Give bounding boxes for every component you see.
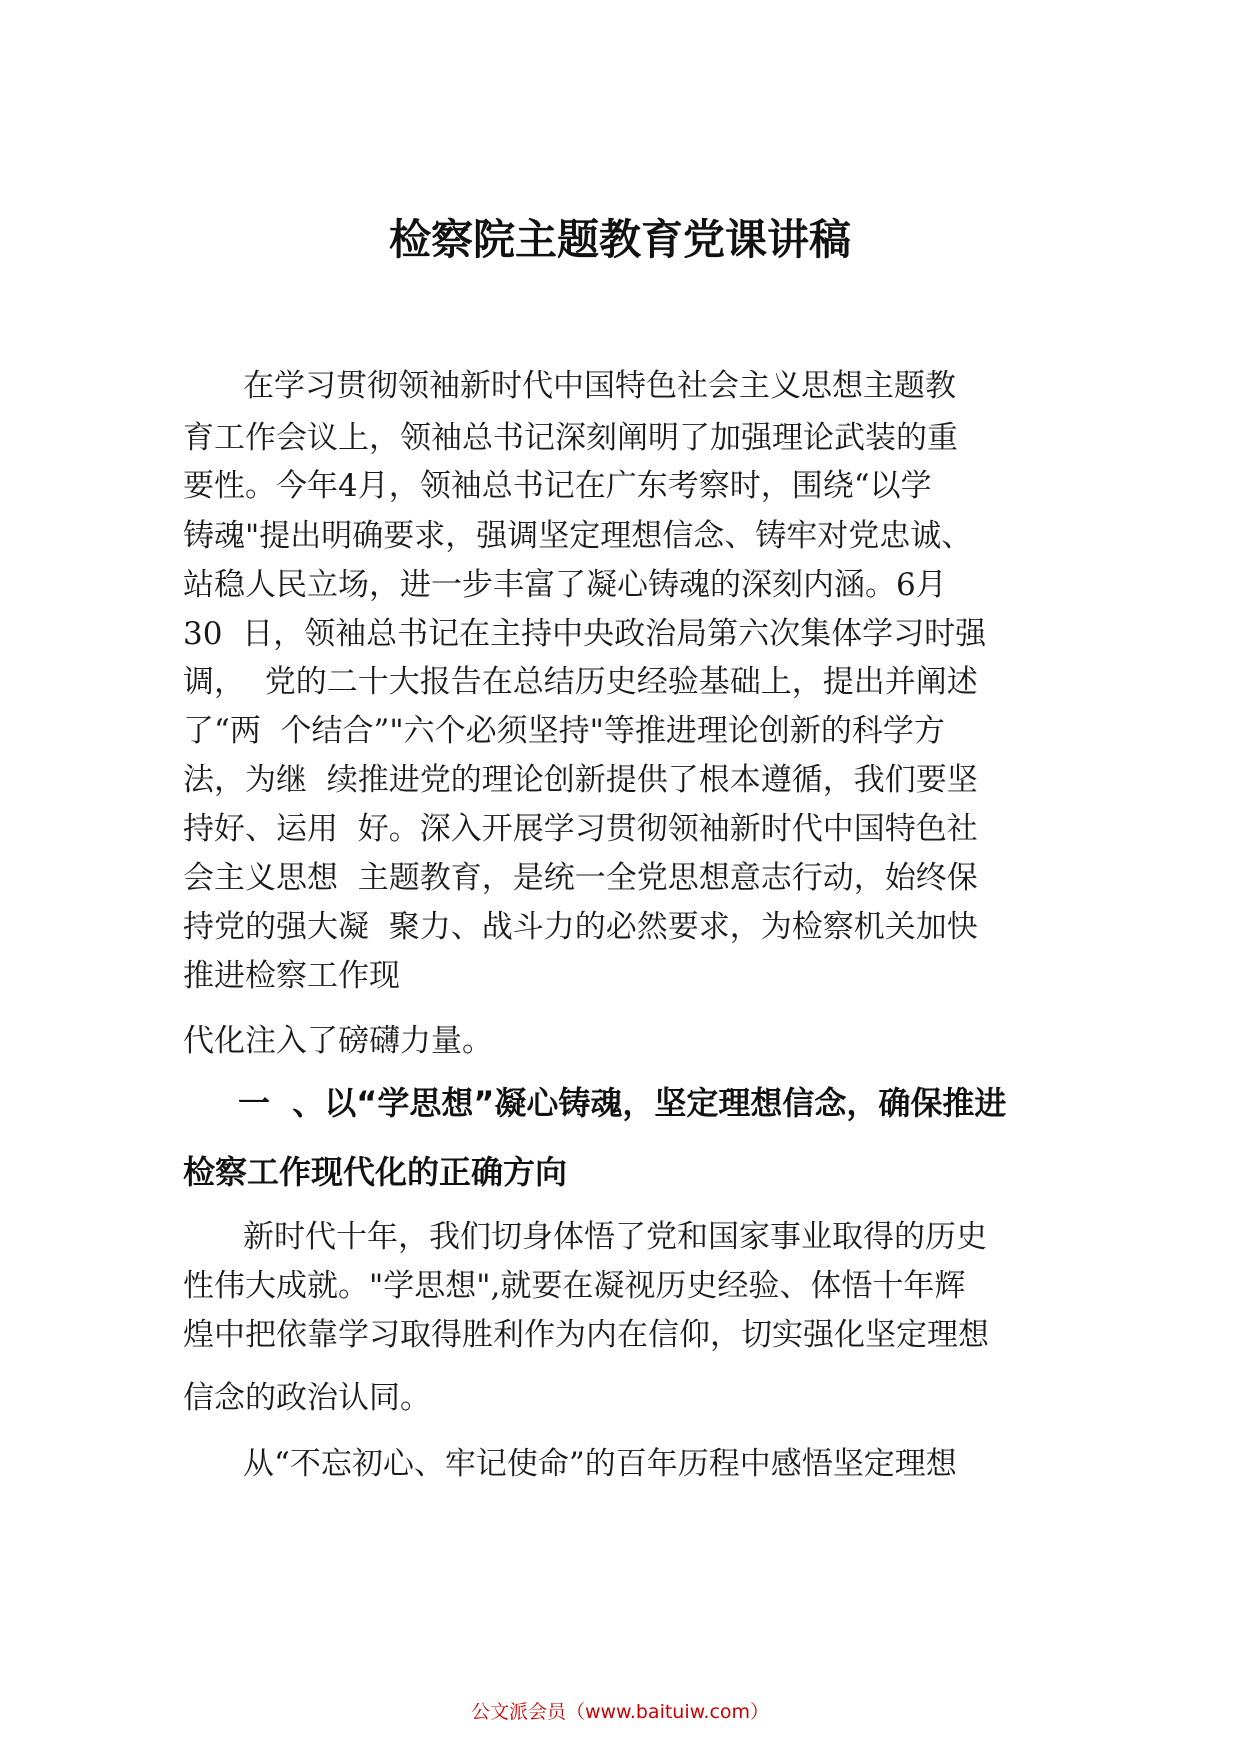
intro-tail-line: 代化注入了磅礴力量。	[183, 1023, 493, 1059]
intro-line: 30 日，领袖总书记在主持中央政治局第六次集体学习时强	[183, 616, 987, 652]
section-heading-line: 一 、以“学思想”凝心铸魂，坚定理想信念，确保推进	[238, 1084, 1007, 1122]
body-line: 从“不忘初心、牢记使命”的百年历程中感悟坚定理想	[243, 1446, 957, 1482]
intro-line: 了“两 个结合”"六个必须坚持"等推进理论创新的科学方	[183, 713, 945, 749]
body-line: 信念的政治认同。	[183, 1380, 431, 1416]
intro-line: 会主义思想 主题教育，是统一全党思想意志行动，始终保	[183, 860, 978, 896]
body-line: 煌中把依靠学习取得胜利作为内在信仰，切实强化坚定理想	[183, 1317, 989, 1353]
footer-watermark: 公文派会员（www.baituiw.com）	[470, 1701, 770, 1723]
section-heading-line: 检察工作现代化的正确方向	[183, 1153, 568, 1191]
body-line: 新时代十年，我们切身体悟了党和国家事业取得的历史	[243, 1219, 987, 1255]
intro-line: 调， 党的二十大报告在总结历史经验基础上，提出并阐述	[183, 664, 978, 700]
intro-line: 铸魂"提出明确要求，强调坚定理想信念、铸牢对党忠诚、	[183, 518, 973, 554]
intro-line: 持好、运用 好。深入开展学习贯彻领袖新时代中国特色社	[183, 811, 978, 847]
intro-line: 法，为继 续推进党的理论创新提供了根本遵循，我们要坚	[183, 762, 978, 798]
intro-line: 育工作会议上，领袖总书记深刻阐明了加强理论武装的重	[183, 420, 958, 456]
intro-line: 在学习贯彻领袖新时代中国特色社会主义思想主题教	[243, 368, 956, 404]
intro-line: 推进检察工作现	[183, 958, 400, 994]
intro-line: 持党的强大凝 聚力、战斗力的必然要求，为检察机关加快	[183, 909, 978, 945]
intro-line: 要性。今年4月，领袖总书记在广东考察时，围绕“以学	[183, 468, 932, 504]
document-title: 检察院主题教育党课讲稿	[388, 215, 851, 264]
body-line: 性伟大成就。"学思想",就要在凝视历史经验、体悟十年辉	[183, 1268, 966, 1304]
intro-line: 站稳人民立场，进一步丰富了凝心铸魂的深刻内涵。6月	[183, 567, 947, 603]
